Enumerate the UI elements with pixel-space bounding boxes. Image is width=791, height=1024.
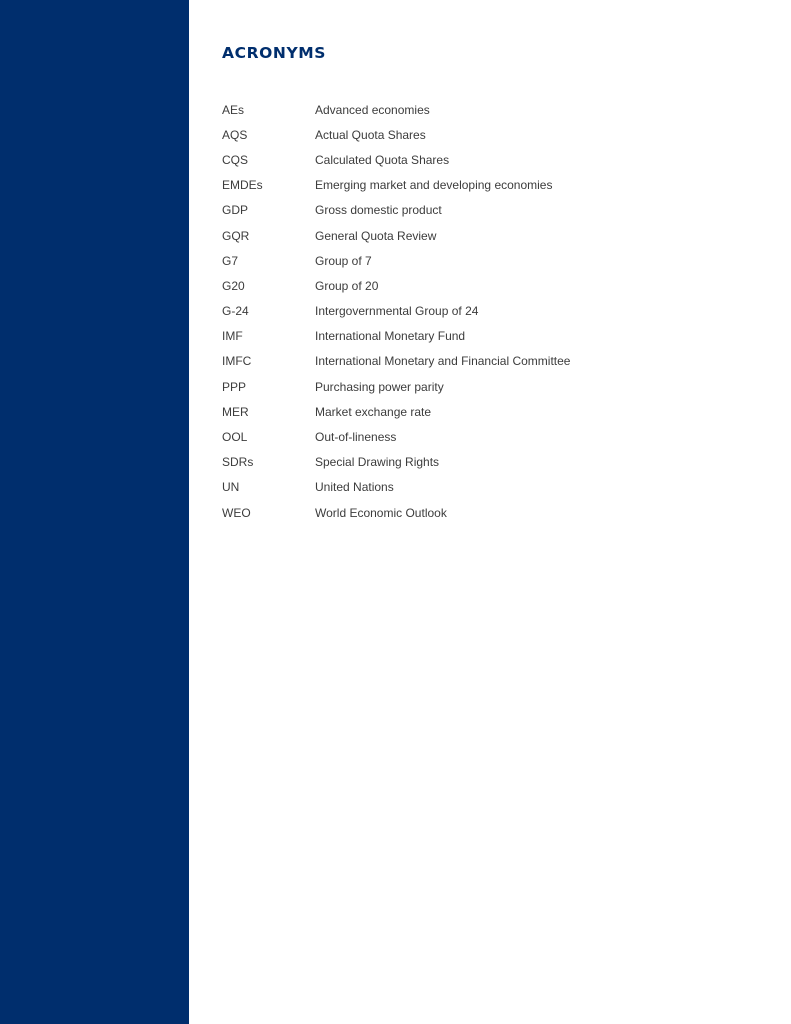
acronym-definition: International Monetary Fund	[315, 329, 466, 344]
acronym-term: UN	[222, 480, 240, 495]
acronym-term: IMFC	[222, 354, 252, 369]
acronym-term: GDP	[222, 203, 249, 218]
acronym-list	[222, 97, 762, 525]
acronym-term: AQS	[222, 127, 248, 142]
acronym-row	[222, 450, 762, 475]
acronym-definition: World Economic Outlook	[315, 505, 447, 520]
acronym-row	[222, 324, 762, 349]
acronym-row	[222, 299, 762, 324]
side-color-band	[0, 0, 189, 1024]
acronym-row	[222, 399, 762, 424]
acronym-term: G7	[222, 253, 239, 268]
acronym-definition: Market exchange rate	[315, 404, 432, 419]
acronym-definition: Emerging market and developing economies	[315, 178, 553, 193]
acronym-definition: International Monetary and Financial Committee	[315, 354, 571, 369]
acronym-row	[222, 97, 762, 122]
acronym-term: OOL	[222, 430, 248, 445]
acronym-row	[222, 248, 762, 273]
acronym-term: GQR	[222, 228, 250, 243]
acronym-term: CQS	[222, 152, 249, 167]
acronym-term: IMF	[222, 329, 243, 344]
acronym-term: EMDEs	[222, 178, 263, 193]
acronym-term: AEs	[222, 102, 245, 117]
acronym-term: SDRs	[222, 455, 254, 470]
acronym-definition: Group of 7	[315, 253, 372, 268]
acronym-definition: Actual Quota Shares	[315, 127, 426, 142]
acronym-row	[222, 349, 762, 374]
acronym-row	[222, 374, 762, 399]
acronym-definition: General Quota Review	[315, 228, 437, 243]
acronym-term: MER	[222, 404, 249, 419]
acronym-row	[222, 424, 762, 449]
acronym-definition: Out-of-lineness	[315, 430, 397, 445]
acronym-row	[222, 475, 762, 500]
acronym-definition: Group of 20	[315, 278, 379, 293]
acronym-row	[222, 500, 762, 525]
acronym-definition: Purchasing power parity	[315, 379, 444, 394]
acronym-row	[222, 273, 762, 298]
acronym-row	[222, 173, 762, 198]
acronym-definition: Special Drawing Rights	[315, 455, 440, 470]
acronym-definition: Calculated Quota Shares	[315, 152, 450, 167]
acronym-row	[222, 223, 762, 248]
acronym-term: G20	[222, 278, 245, 293]
acronym-term: WEO	[222, 505, 251, 520]
acronym-term: PPP	[222, 379, 247, 394]
acronym-definition: United Nations	[315, 480, 394, 495]
acronym-row	[222, 122, 762, 147]
acronym-row	[222, 147, 762, 172]
acronym-definition: Intergovernmental Group of 24	[315, 304, 479, 319]
acronym-definition: Gross domestic product	[315, 203, 442, 218]
page-title: ACRONYMS	[222, 44, 327, 62]
acronym-definition: Advanced economies	[315, 102, 430, 117]
acronym-row	[222, 198, 762, 223]
acronym-term: G-24	[222, 304, 249, 319]
